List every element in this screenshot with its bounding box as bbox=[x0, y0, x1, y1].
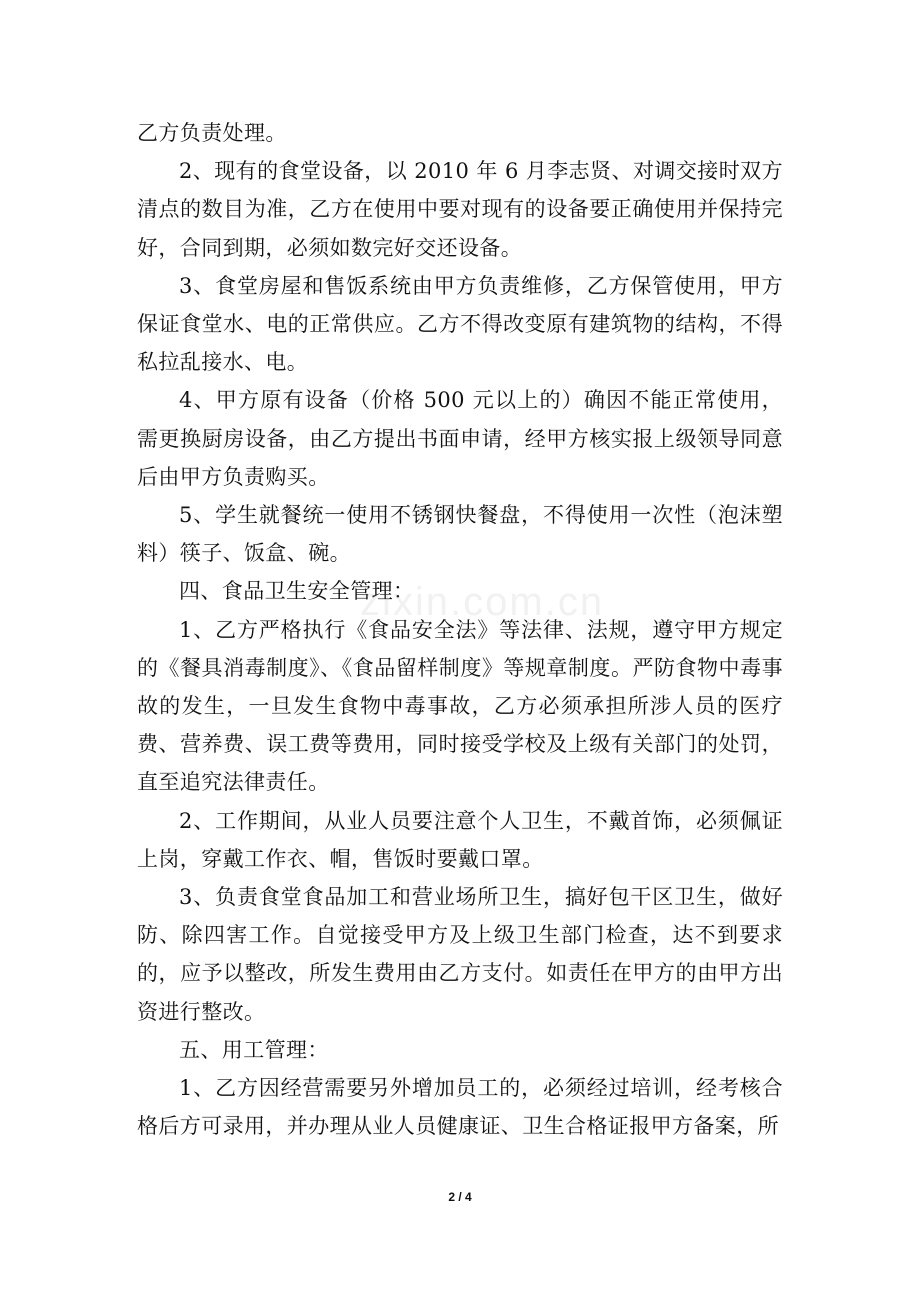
paragraph: 3、负责食堂食品加工和营业场所卫生，搞好包干区卫生，做好防、除四害工作。自觉接受甲方及上级卫生部门检查，达不到要求的，应予以整改，所发生费用由乙方支付。如责任在甲方的由甲方出资进行整改。 bbox=[137, 885, 783, 1024]
paragraph: 5、学生就餐统一使用不锈钢快餐盘，不得使用一次性（泡沫塑料）筷子、饭盒、碗。 bbox=[137, 503, 783, 566]
watermark: zixin.com.cn bbox=[360, 580, 605, 624]
paragraph: 2、现有的食堂设备，以 2010 年 6 月李志贤、对调交接时双方清点的数目为准，乙方在使用中要对现有的设备要正确使用并保持完好，合同到期，必须如数完好交还设备。 bbox=[137, 159, 783, 260]
section-heading: 五、用工管理： bbox=[179, 1037, 329, 1062]
page-number: 2 / 4 bbox=[448, 1190, 472, 1204]
paragraph: 2、工作期间，从业人员要注意个人卫生，不戴首饰，必须佩证上岗，穿戴工作衣、帽，售饭时要戴口罩。 bbox=[137, 808, 783, 871]
paragraph: 3、食堂房屋和售饭系统由甲方负责维修，乙方保管使用，甲方保证食堂水、电的正常供应。乙方不得改变原有建筑物的结构，不得私拉乱接水、电。 bbox=[137, 273, 783, 375]
section-heading: 四、食品卫生安全管理： bbox=[179, 579, 415, 604]
document-body bbox=[137, 114, 783, 1145]
paragraph: 乙方负责处理。 bbox=[137, 121, 287, 145]
paragraph: 4、甲方原有设备（价格 500 元以上的）确因不能正常使用，需更换厨房设备，由乙方提出书面申请，经甲方核实报上级领导同意后由甲方负责购买。 bbox=[137, 388, 783, 489]
paragraph: 1、乙方严格执行《食品安全法》等法律、法规，遵守甲方规定的《餐具消毒制度》、《食品留样制度》等规章制度。严防食物中毒事故的发生，一旦发生食物中毒事故，乙方必须承担所涉人员的医疗费、营养费、误工费等费用，同时接受学校及上级有关部门的处罚，直至追究法律责任。 bbox=[137, 617, 783, 795]
paragraph: 1、乙方因经营需要另外增加员工的，必须经过培训，经考核合格后方可录用，并办理从业人员健康证、卫生合格证报甲方备案，所 bbox=[137, 1076, 783, 1139]
